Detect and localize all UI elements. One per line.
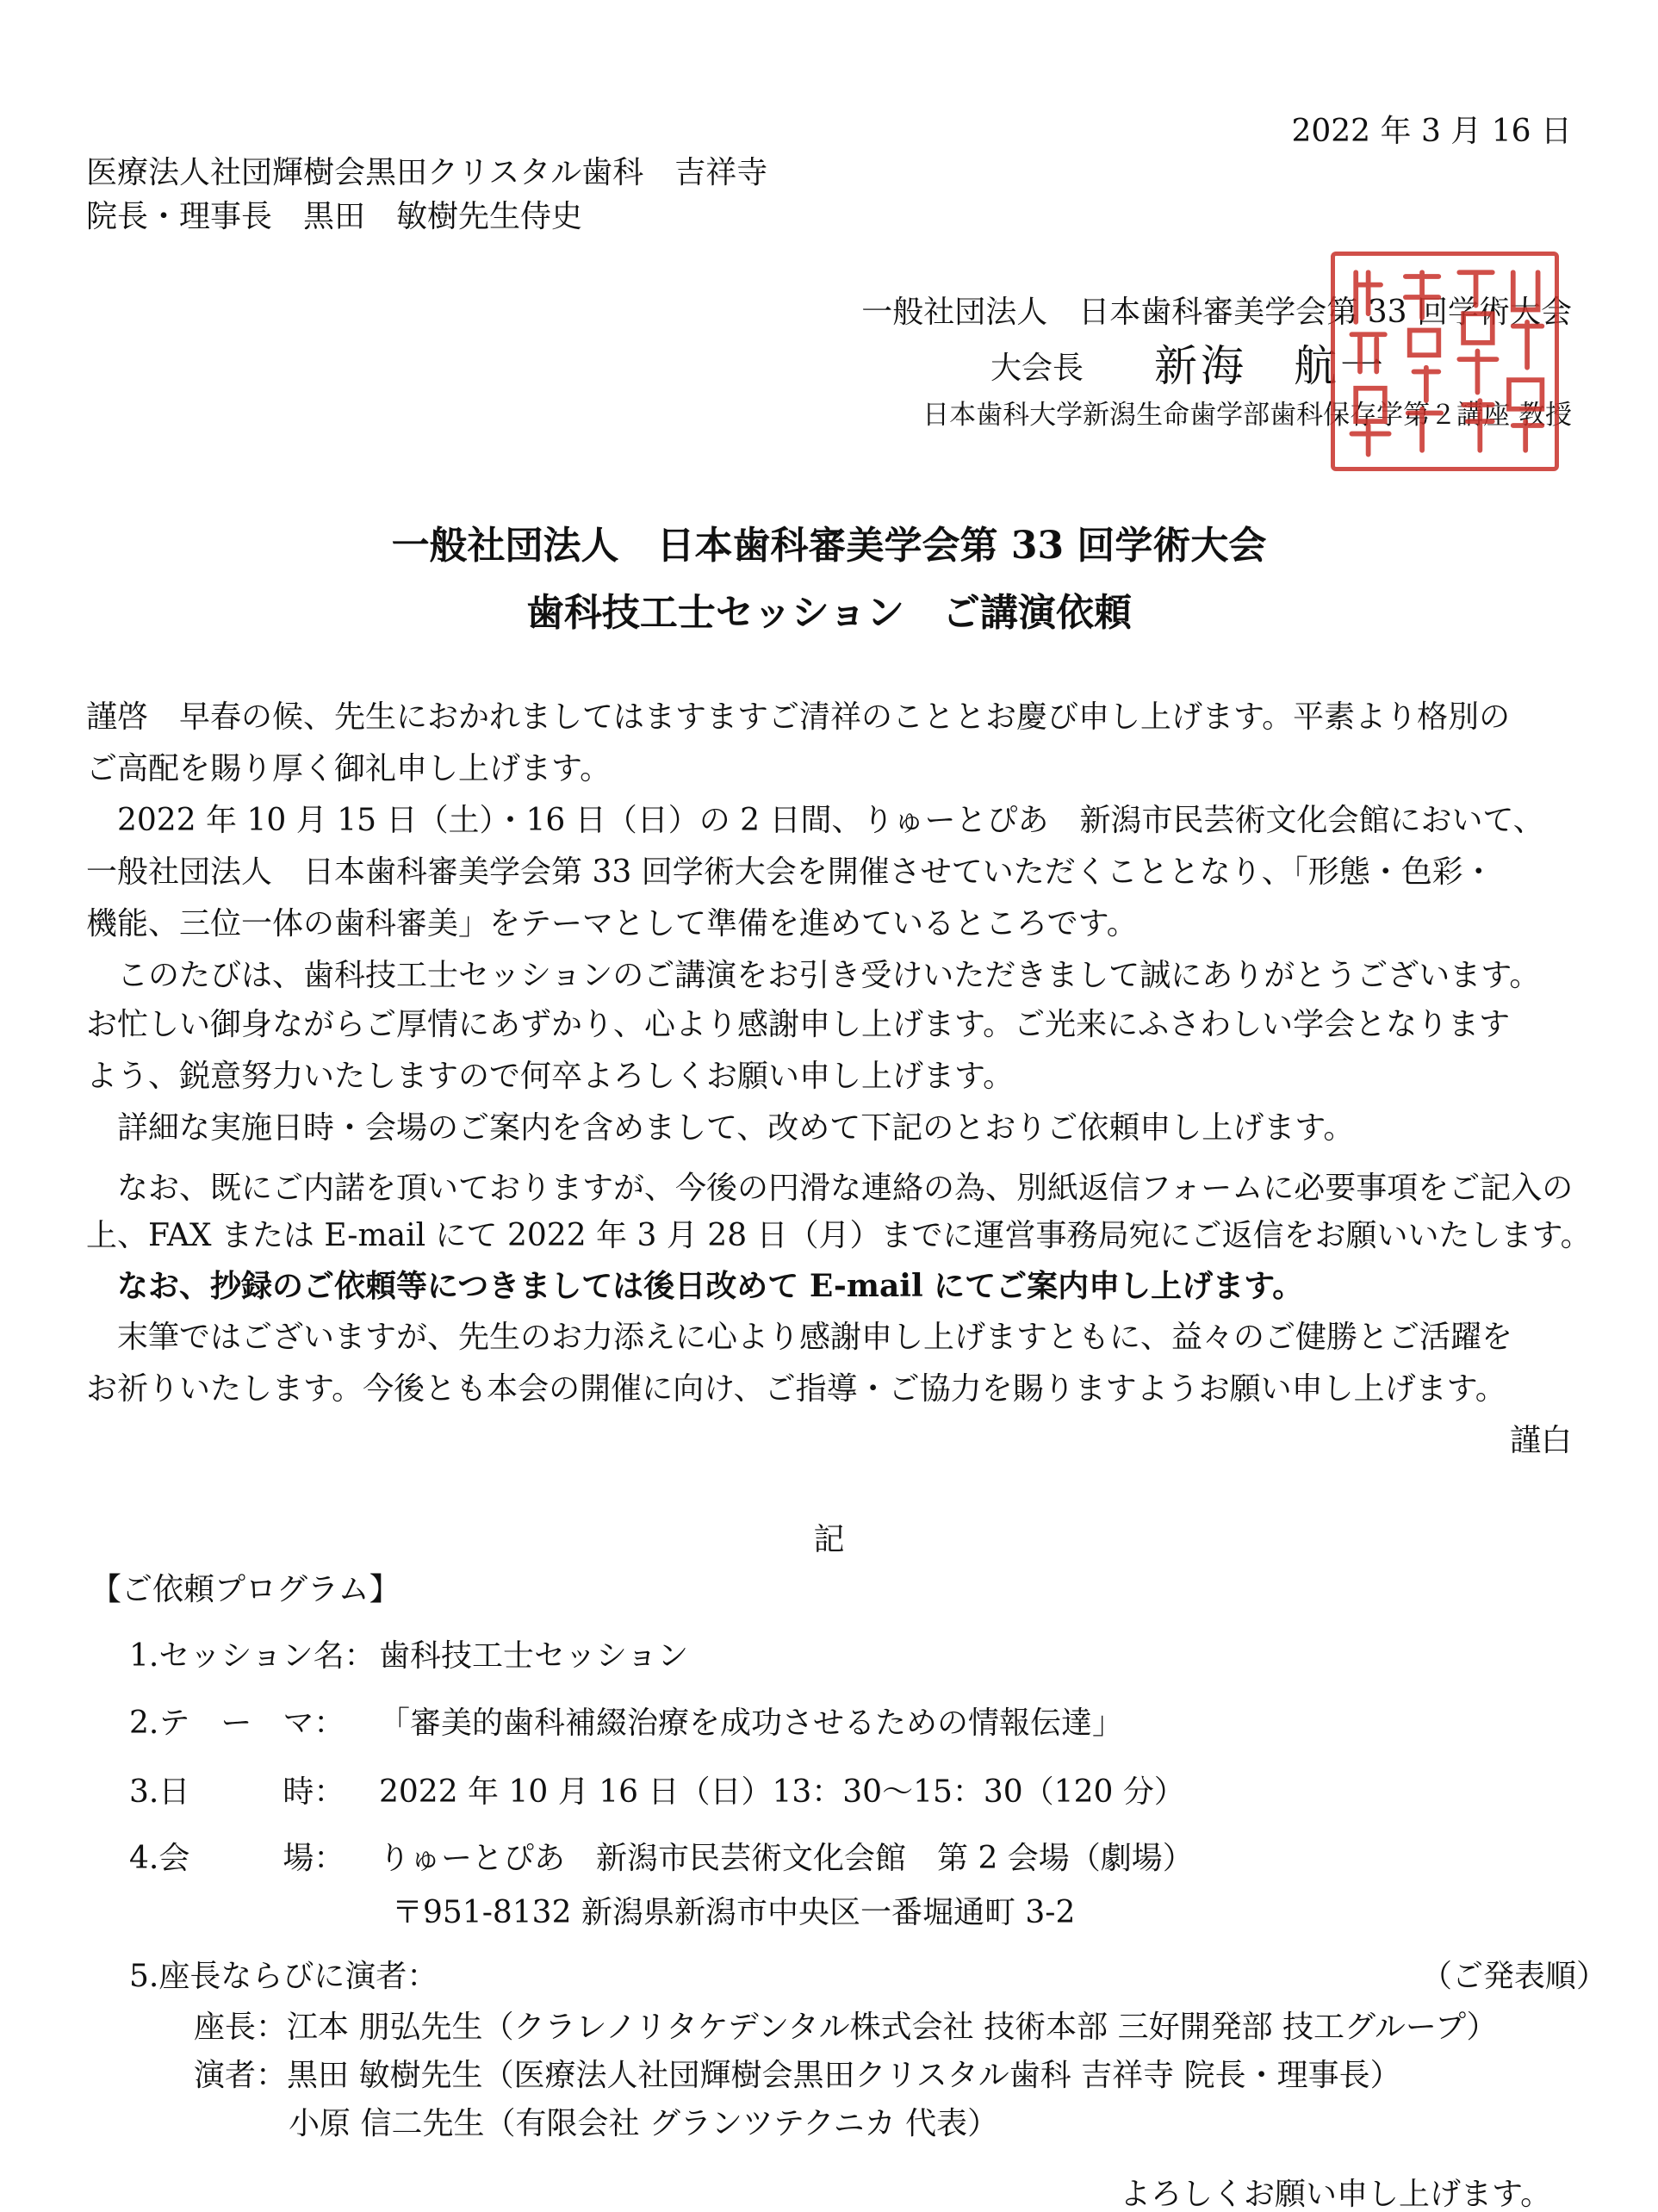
program-item: [129, 1843, 1194, 1874]
sender-name: 新海 航一: [1154, 341, 1387, 391]
body-line: なお、既にご内諾を頂いておりますが、今後の円滑な連絡の為、別紙返信フォームに必要事項をご記入の: [86, 1171, 1574, 1206]
sender-affiliation: 日本歯科大学新潟生命歯学部歯科保存学第２講座 教授: [922, 400, 1572, 431]
body-line: 機能、三位一体の歯科審美」をテーマとして準備を進めているところです。: [86, 906, 1138, 941]
body-line: よう、鋭意努力いたしますので何卒よろしくお願い申し上げます。: [86, 1059, 1015, 1094]
recipient-organization: 医療法人社団輝樹会黒田クリスタル歯科 吉祥寺: [86, 155, 768, 190]
sender-organization: 一般社団法人 日本歯科審美学会第 33 回学術大会: [861, 295, 1572, 330]
body-line-emphasis: なお、抄録のご依頼等につきましては後日改めて E-mail にてご案内申し上げます。: [86, 1268, 1304, 1304]
body-line: ご高配を賜り厚く御礼申し上げます。: [86, 751, 612, 786]
program-item-label: 2.テ ー マ：: [129, 1706, 345, 1741]
sender-role: 大会長: [990, 351, 1084, 386]
closing-word: 謹白: [1509, 1423, 1572, 1458]
ki-heading: 記: [813, 1522, 845, 1557]
venue-address: 〒951-8132 新潟県新潟市中央区一番堀通町 3-2: [392, 1895, 1076, 1930]
program-item: [129, 1708, 1123, 1739]
speakers-label: 5.座長ならびに演者：: [129, 1959, 438, 1994]
program-item-value: 歯科技工士セッション: [379, 1638, 689, 1674]
program-item-label: 4.会 場：: [129, 1841, 345, 1876]
program-heading: 【ご依頼プログラム】: [90, 1572, 401, 1607]
speaker-entry: 演者：黒田 敏樹先生（医療法人社団輝樹会黒田クリスタル歯科 吉祥寺 院長・理事長）: [194, 2058, 1401, 2093]
program-item-label: 3.日 時：: [129, 1774, 345, 1810]
document-title-line1: 一般社団法人 日本歯科審美学会第 33 回学術大会: [391, 524, 1267, 568]
recipient-name: 院長・理事長 黒田 敏樹先生侍史: [86, 199, 583, 234]
body-line: 上、FAX または E-mail にて 2022 年 3 月 28 日（月）までに運営事務局宛にご返信をお願いいたします。: [86, 1218, 1592, 1253]
body-line: このたびは、歯科技工士セッションのご講演をお引き受けいただきまして誠にありがとうございます。: [86, 958, 1541, 993]
chair-entry: 座長：江本 朋弘先生（クラレノリタケデンタル株式会社 技術本部 三好開発部 技工グループ）: [194, 2010, 1498, 2045]
program-item-label: 1.セッション名：: [129, 1638, 376, 1674]
program-item: [129, 1774, 1185, 1810]
body-line: 一般社団法人 日本歯科審美学会第 33 回学術大会を開催させていただくこととなり、「形態・色彩・: [86, 854, 1494, 890]
speaker-entry: 小原 信二先生（有限会社 グランツテクニカ 代表）: [289, 2106, 999, 2141]
seal-icon: [1335, 256, 1555, 467]
body-line: 末筆ではございますが、先生のお力添えに心より感謝申し上げますともに、益々のご健勝とご活躍を: [86, 1320, 1513, 1355]
program-item-value: 2022 年 10 月 16 日（日）13：30〜15：30（120 分）: [379, 1774, 1185, 1810]
program-item: [129, 1638, 689, 1674]
letter-date: 2022 年 3 月 16 日: [1291, 114, 1572, 149]
body-line: お忙しい御身ながらご厚情にあずかり、心より感謝申し上げます。ご光来にふさわしい学会となります: [86, 1007, 1511, 1042]
document-title-line2: 歯科技工士セッション ご講演依頼: [525, 591, 1133, 635]
body-line: 謹啓 早春の候、先生におかれましてはますますご清祥のこととお慶び申し上げます。平素より格別の: [86, 699, 1511, 735]
body-line: お祈りいたします。今後とも本会の開催に向け、ご指導・ご協力を賜りますようお願い申し上げます。: [86, 1371, 1506, 1407]
order-note: （ご発表順）: [1421, 1959, 1608, 1994]
body-line: 2022 年 10 月 15 日（土）・16 日（日）の 2 日間、りゅーとぴあ 新潟市民芸術文化会館において、: [86, 803, 1544, 838]
body-line: 詳細な実施日時・会場のご案内を含めまして、改めて下記のとおりご依頼申し上げます。: [86, 1110, 1355, 1146]
program-item-value: りゅーとぴあ 新潟市民芸術文化会館 第 2 会場（劇場）: [379, 1841, 1194, 1876]
program-item-value: 「審美的歯科補綴治療を成功させるための情報伝達」: [379, 1706, 1124, 1741]
official-seal-stamp: [1331, 252, 1559, 471]
closing-remark: よろしくお願い申し上げます。: [1120, 2177, 1552, 2212]
